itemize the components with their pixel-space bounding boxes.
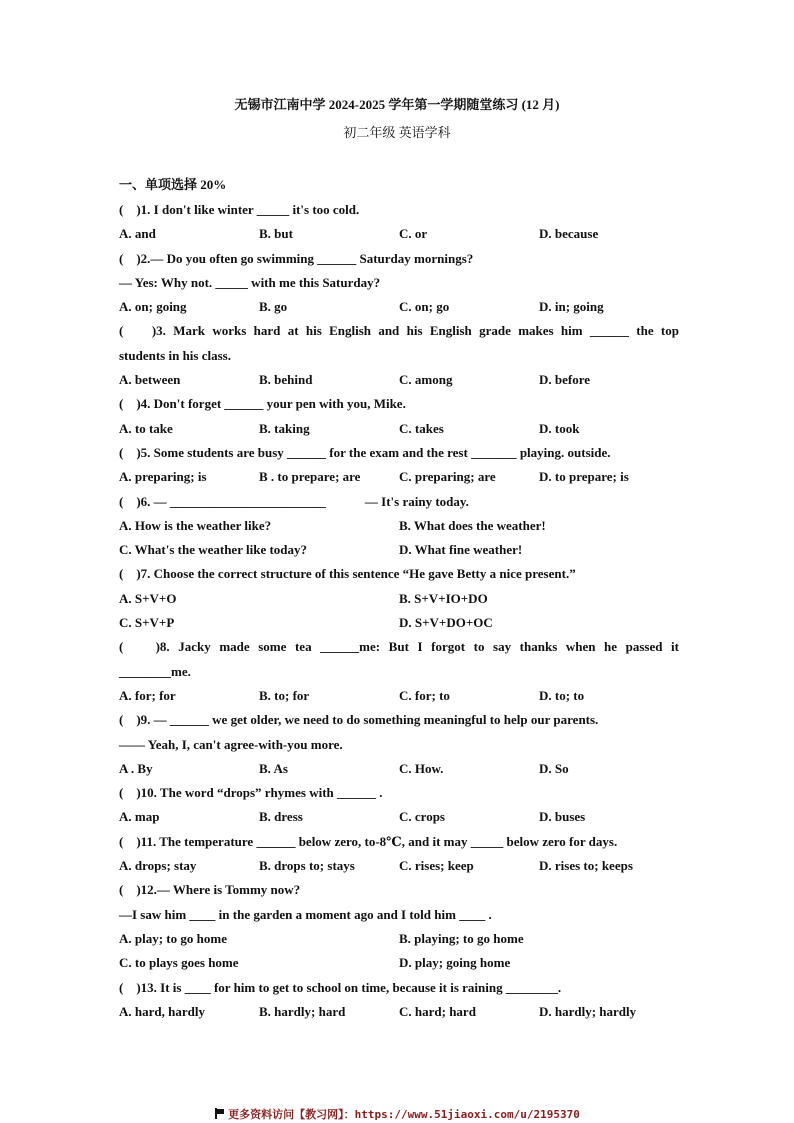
question-item bbox=[119, 878, 679, 975]
answer-option: B. to; for bbox=[259, 687, 310, 703]
question-stem-continued: —I saw him ____ in the garden a moment ago and I told him ____ . bbox=[119, 906, 492, 922]
answer-option: D. What fine weather! bbox=[399, 542, 523, 558]
answer-option: C. crops bbox=[399, 809, 445, 825]
answer-option: B. go bbox=[259, 299, 288, 315]
answer-option: D. So bbox=[539, 760, 569, 776]
option-row bbox=[119, 295, 679, 319]
answer-option: D. rises to; keeps bbox=[539, 858, 633, 874]
answer-option: D. buses bbox=[539, 809, 586, 825]
section-title: 一、单项选择 20% bbox=[119, 177, 227, 192]
question-item bbox=[119, 490, 679, 563]
answer-option: D. S+V+DO+OC bbox=[399, 615, 493, 631]
answer-option: A. map bbox=[119, 809, 160, 825]
answer-option: D. play; going home bbox=[399, 955, 511, 971]
question-stem: ( )1. I don't like winter _____ it's too cold. bbox=[119, 202, 360, 217]
question-item bbox=[119, 198, 679, 247]
question-stem-continued: — Yes: Why not. _____ with me this Saturday? bbox=[119, 274, 381, 290]
question-item bbox=[119, 441, 679, 490]
question-stem-continued: students in his class. bbox=[119, 347, 231, 363]
answer-option: A. How is the weather like? bbox=[119, 517, 272, 533]
option-row bbox=[119, 417, 679, 441]
question-stem: ( )2.— Do you often go swimming ______ Saturday mornings? bbox=[119, 250, 474, 266]
question-stem: ( )12.— Where is Tommy now? bbox=[119, 882, 301, 898]
answer-option: C. What's the weather like today? bbox=[119, 542, 308, 558]
answer-option: B. What does the weather! bbox=[399, 517, 546, 533]
option-row bbox=[119, 854, 679, 878]
answer-option: D. to; to bbox=[539, 687, 585, 703]
answer-option: A. for; for bbox=[119, 687, 176, 703]
option-row bbox=[119, 587, 679, 611]
document-subtitle: 初二年级 英语学科 bbox=[343, 125, 451, 140]
option-row bbox=[119, 757, 679, 781]
footer-text: 更多资料访问【教习网】：https://www.51jiaoxi.com/u/2195370 bbox=[228, 1108, 580, 1121]
question-item bbox=[119, 781, 679, 830]
option-row bbox=[119, 465, 679, 489]
answer-option: C. takes bbox=[399, 420, 444, 436]
answer-option: C. or bbox=[399, 226, 428, 242]
answer-option: D. before bbox=[539, 372, 591, 388]
question-item bbox=[119, 635, 679, 708]
answer-option: C. to plays goes home bbox=[119, 955, 239, 971]
question-stem: ( )9. — ______ we get older, we need to do something meaningful to help our parents. bbox=[119, 712, 599, 728]
answer-option: D. took bbox=[539, 420, 580, 436]
answer-option: A. drops; stay bbox=[119, 858, 197, 874]
option-row bbox=[119, 222, 679, 246]
option-row bbox=[119, 951, 679, 975]
answer-option: C. preparing; are bbox=[399, 469, 496, 485]
flag-icon bbox=[214, 1108, 224, 1119]
document-title: 无锡市江南中学 2024-2025 学年第一学期随堂练习 (12 月) bbox=[234, 97, 560, 112]
answer-option: C. for; to bbox=[399, 687, 450, 703]
question-stem: ( )7. Choose the correct structure of this sentence “He gave Betty a nice present.” bbox=[119, 566, 576, 582]
answer-option: A. hard, hardly bbox=[119, 1003, 205, 1019]
answer-option: B . to prepare; are bbox=[259, 469, 361, 485]
answer-option: B. behind bbox=[259, 372, 313, 388]
option-row bbox=[119, 368, 679, 392]
question-item bbox=[119, 392, 679, 441]
question-stem: ( )5. Some students are busy ______ for the exam and the rest _______ playing. outside. bbox=[119, 444, 611, 460]
question-stem: ( )3. Mark works hard at his English and his English grade makes him ______ the top bbox=[119, 323, 679, 339]
question-item bbox=[119, 319, 679, 392]
question-item bbox=[119, 247, 679, 320]
answer-option: C. on; go bbox=[399, 299, 450, 315]
footer-link[interactable] bbox=[0, 1106, 794, 1122]
option-row bbox=[119, 611, 679, 635]
answer-option: B. drops to; stays bbox=[259, 858, 355, 874]
answer-option: C. among bbox=[399, 372, 453, 388]
answer-option: A. and bbox=[119, 226, 156, 242]
answer-option: C. rises; keep bbox=[399, 858, 474, 874]
answer-option: A. play; to go home bbox=[119, 930, 227, 946]
question-stem: ( )6. — ________________________ — It's rainy today. bbox=[119, 493, 469, 509]
question-item bbox=[119, 976, 679, 1025]
option-row bbox=[119, 805, 679, 829]
answer-option: D. to prepare; is bbox=[539, 469, 629, 485]
answer-option: C. S+V+P bbox=[119, 615, 175, 631]
question-item bbox=[119, 708, 679, 781]
option-row bbox=[119, 514, 679, 538]
answer-option: A. to take bbox=[119, 420, 173, 436]
answer-option: D. because bbox=[539, 226, 599, 242]
option-row bbox=[119, 1000, 679, 1024]
answer-option: D. in; going bbox=[539, 299, 604, 315]
question-list bbox=[119, 198, 679, 1024]
question-item bbox=[119, 562, 679, 635]
question-stem-continued: —— Yeah, I, can't agree-with-you more. bbox=[119, 736, 343, 752]
question-stem: ( )8. Jacky made some tea ______me: But I forgot to say thanks when he passed it bbox=[119, 639, 679, 655]
question-stem: ( )13. It is ____ for him to get to school on time, because it is raining ________. bbox=[119, 979, 562, 995]
answer-option: A. on; going bbox=[119, 299, 187, 315]
option-row bbox=[119, 927, 679, 951]
answer-option: B. playing; to go home bbox=[399, 930, 524, 946]
question-stem: ( )11. The temperature ______ below zero, to-8℃, and it may _____ below zero for days. bbox=[119, 833, 618, 849]
answer-option: C. hard; hard bbox=[399, 1003, 476, 1019]
answer-option: A. preparing; is bbox=[119, 469, 207, 485]
answer-option: B. dress bbox=[259, 809, 303, 825]
answer-option: B. hardly; hard bbox=[259, 1003, 346, 1019]
question-stem-continued: ________me. bbox=[119, 663, 191, 679]
answer-option: B. taking bbox=[259, 420, 310, 436]
answer-option: B. S+V+IO+DO bbox=[399, 590, 488, 606]
question-item bbox=[119, 830, 679, 879]
answer-option: B. but bbox=[259, 226, 293, 242]
answer-option: A . By bbox=[119, 760, 153, 776]
option-row bbox=[119, 538, 679, 562]
question-stem: ( )10. The word “drops” rhymes with ______ . bbox=[119, 785, 383, 801]
answer-option: D. hardly; hardly bbox=[539, 1003, 637, 1019]
option-row bbox=[119, 684, 679, 708]
answer-option: B. As bbox=[259, 760, 288, 776]
answer-option: C. How. bbox=[399, 760, 444, 776]
answer-option: A. between bbox=[119, 372, 181, 388]
answer-option: A. S+V+O bbox=[119, 590, 177, 606]
question-stem: ( )4. Don't forget ______ your pen with you, Mike. bbox=[119, 396, 406, 412]
